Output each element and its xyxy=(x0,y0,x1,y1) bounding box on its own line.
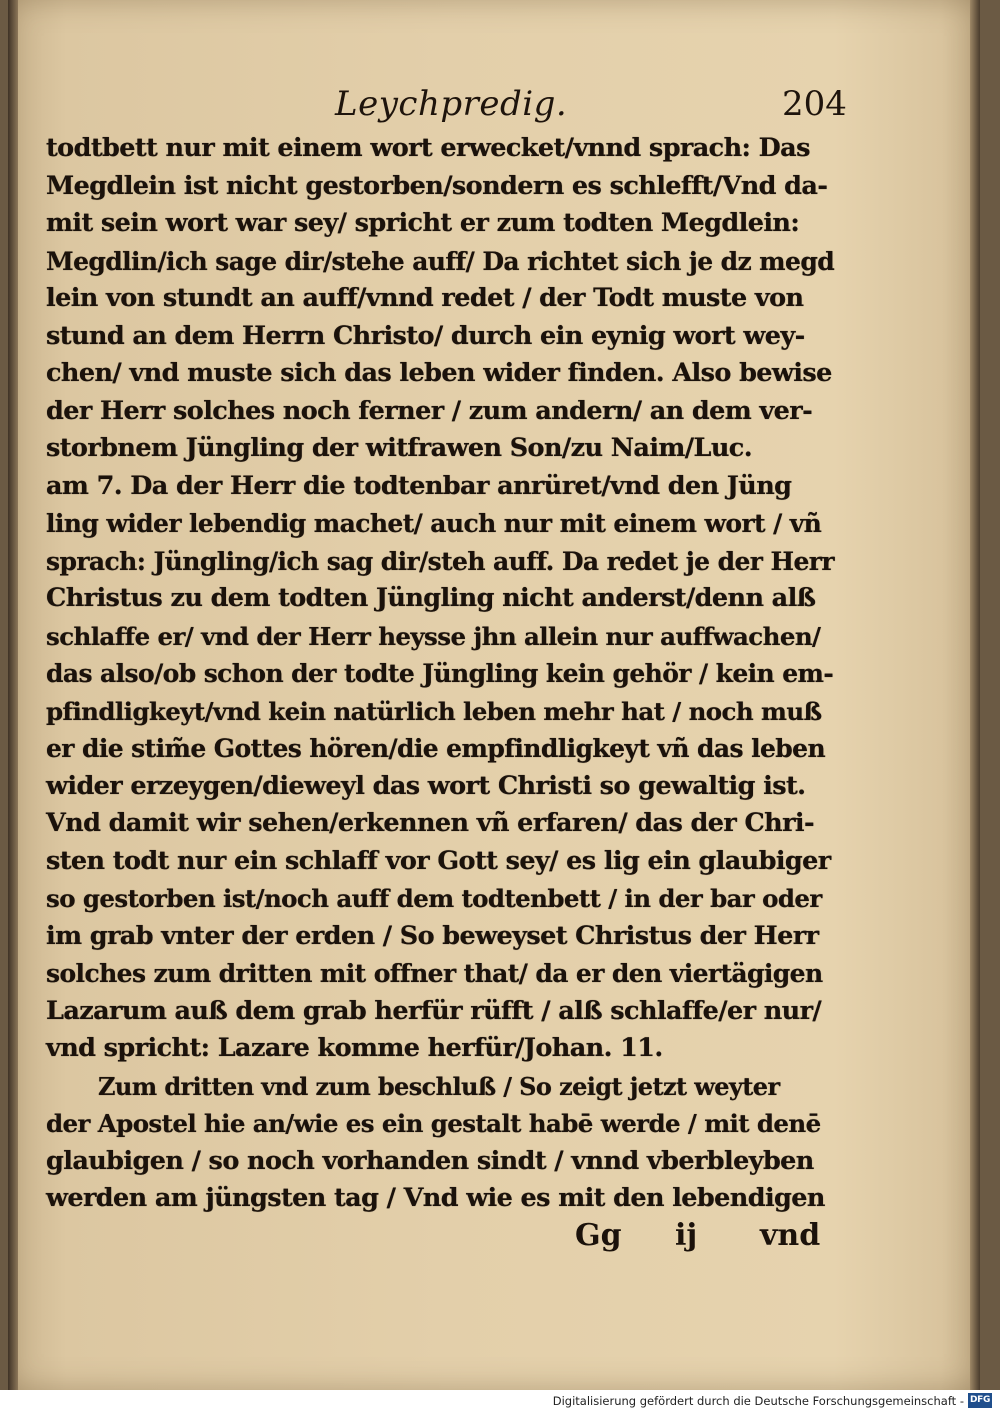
signature-number: ij xyxy=(675,1218,698,1253)
footer-bar xyxy=(0,1390,1000,1413)
text-line: so gestorben ist/noch auff dem todtenbett / in der bar oder xyxy=(46,884,822,913)
text-line: pfindligkeyt/vnd kein natürlich leben mehr hat / noch muß xyxy=(46,696,822,726)
page-binding-edge xyxy=(8,0,18,1390)
text-line: im grab vnter der erden / So beweyset Christus der Herr xyxy=(46,920,819,951)
body-text xyxy=(46,130,836,1218)
text-line: mit sein wort war sey/ spricht er zum todten Megdlein: xyxy=(46,208,800,238)
text-line: Vnd damit wir sehen/erkennen vñ erfaren/ das der Chri- xyxy=(46,808,814,838)
page-number: 204 xyxy=(782,84,847,124)
text-line: der Apostel hie an/wie es ein gestalt habē werde / mit denē xyxy=(46,1109,821,1138)
text-line: er die stim̃e Gottes hören/die empfindligkeyt vñ das leben xyxy=(46,734,826,763)
text-line: Christus zu dem todten Jüngling nicht anderst/denn alß xyxy=(46,583,816,613)
text-line: todtbett nur mit einem wort erwecket/vnnd sprach: Das xyxy=(46,133,810,163)
text-line: der Herr solches noch ferner / zum andern/ an dem ver- xyxy=(46,395,813,426)
text-line: chen/ vnd muste sich das leben wider finden. Also bewise xyxy=(46,358,832,388)
page-header xyxy=(40,78,860,126)
text-line: sprach: Jüngling/ich sag dir/steh auff. Da redet je der Herr xyxy=(46,546,834,576)
text-line: vnd spricht: Lazare komme herfür/Johan. 11. xyxy=(46,1033,663,1063)
text-line: sten todt nur ein schlaff vor Gott sey/ es lig ein glaubiger xyxy=(46,845,831,876)
text-line: werden am jüngsten tag / Vnd wie es mit den lebendigen xyxy=(46,1183,825,1213)
text-line: solches zum dritten mit offner that/ da er den viertägigen xyxy=(46,959,823,988)
dfg-logo-icon: DFG xyxy=(968,1393,992,1408)
funding-credit: Digitalisierung gefördert durch die Deutsche Forschungsgemeinschaft - xyxy=(552,1394,964,1408)
text-line: das also/ob schon der todte Jüngling kein gehör / kein em- xyxy=(46,659,834,688)
text-line: Megdlein ist nicht gestorben/sondern es schlefft/Vnd da- xyxy=(46,170,828,201)
catchword-line xyxy=(575,1218,835,1258)
text-line: storbnem Jüngling der witfrawen Son/zu Naim/Luc. xyxy=(46,433,752,463)
text-line: ling wider lebendig machet/ auch nur mit einem wort / vñ xyxy=(46,509,822,538)
text-line: stund an dem Herrn Christo/ durch ein eynig wort wey- xyxy=(46,320,805,351)
text-line: lein von stundt an auff/vnnd redet / der Todt muste von xyxy=(46,283,804,313)
text-line: Zum dritten vnd zum beschluß / So zeigt jetzt weyter xyxy=(98,1071,780,1101)
text-line: schlaffe er/ vnd der Herr heysse jhn allein nur auffwachen/ xyxy=(46,621,821,651)
page-outer-edge xyxy=(970,0,980,1390)
text-line: glaubigen / so noch vorhanden sindt / vnnd vberbleyben xyxy=(46,1145,814,1176)
running-head: Leychpredig. xyxy=(335,84,568,124)
text-line: Lazarum auß dem grab herfür rüfft / alß schlaffe/er nur/ xyxy=(46,995,822,1026)
text-line: Megdlin/ich sage dir/stehe auff/ Da richtet sich je dz megd xyxy=(46,246,835,276)
catchword: vnd xyxy=(760,1218,821,1253)
text-line: am 7. Da der Herr die todtenbar anrüret/vnd den Jüng xyxy=(46,470,792,501)
signature-mark: Gg xyxy=(575,1218,622,1253)
text-line: wider erzeygen/dieweyl das wort Christi so gewaltig ist. xyxy=(46,770,806,801)
